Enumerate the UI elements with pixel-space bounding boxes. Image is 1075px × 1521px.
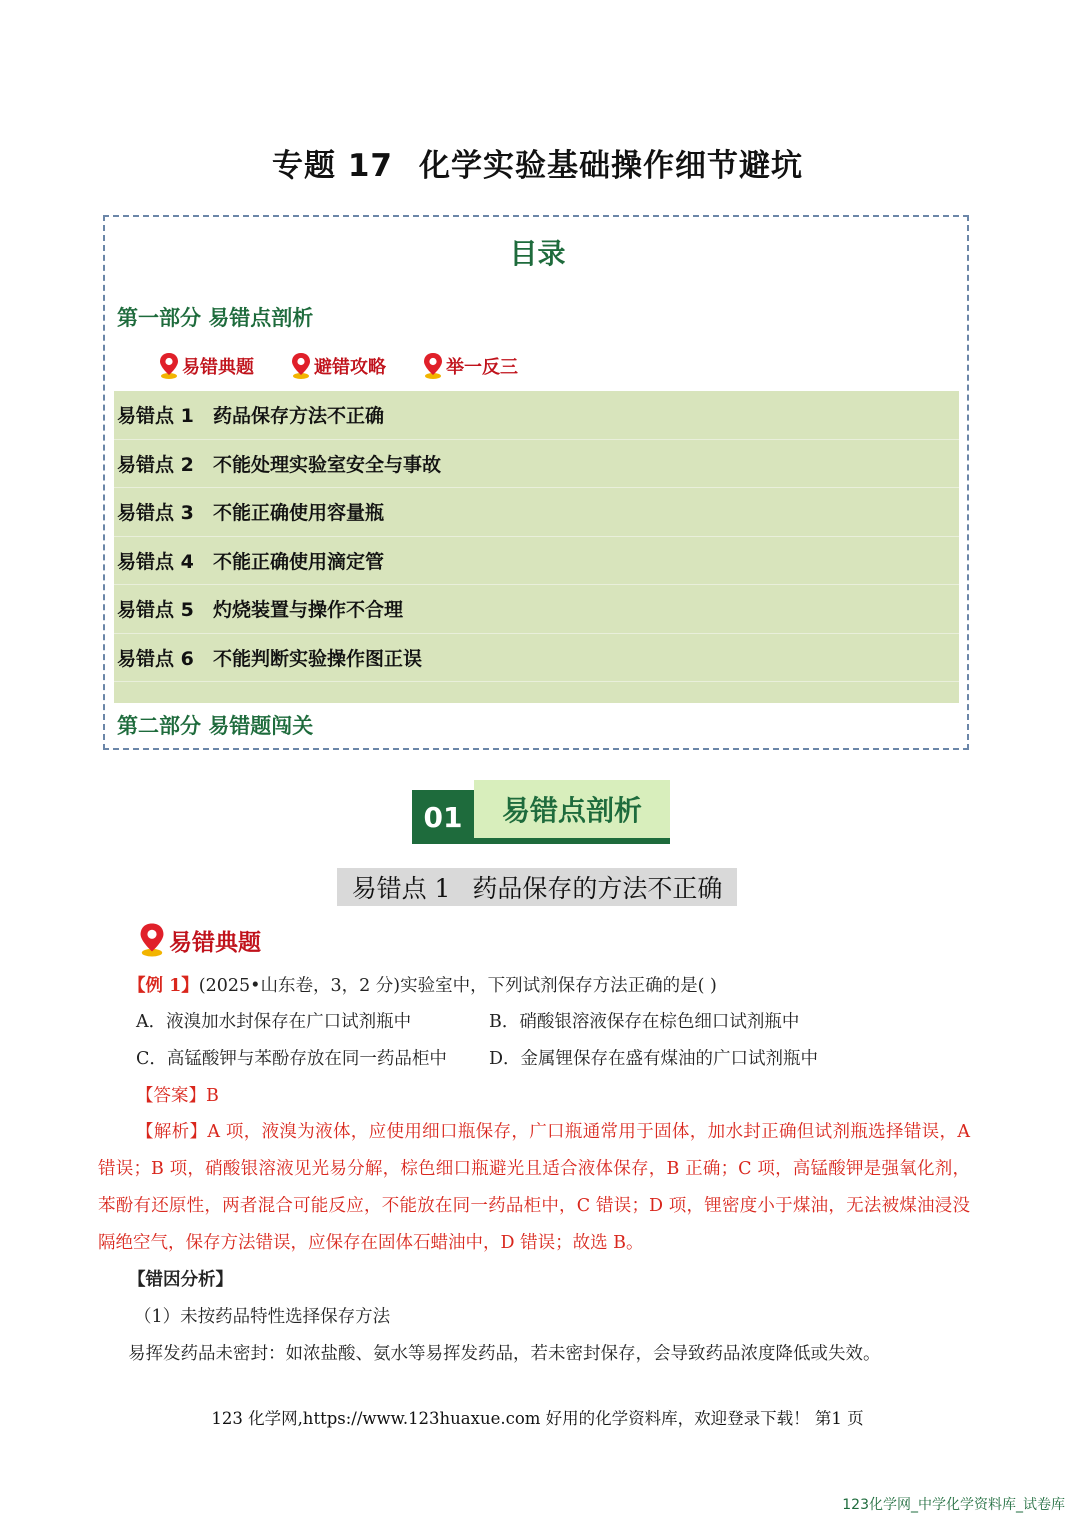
- toc-item-num: 易错点 5: [117, 599, 194, 622]
- toc-item[interactable]: [114, 537, 959, 586]
- tag-label: 举一反三: [446, 357, 518, 378]
- toc-item[interactable]: [114, 585, 959, 634]
- toc-tag-typical[interactable]: [158, 352, 254, 380]
- section-badge-label: 易错点剖析: [474, 780, 670, 844]
- point-title-text: 药品保存的方法不正确: [472, 874, 723, 903]
- location-pin-icon: [290, 352, 312, 380]
- location-pin-icon: [138, 922, 166, 958]
- watermark: 123化学网_中学化学资料库_试卷库: [842, 1497, 1065, 1513]
- toc-item-text: 不能判断实验操作图正误: [213, 647, 423, 670]
- tag-label: 易错典题: [182, 357, 254, 378]
- toc-item-text: 灼烧装置与操作不合理: [213, 599, 404, 622]
- toc-tag-practice[interactable]: [422, 352, 518, 380]
- analysis-text: A 项，液溴为液体，应使用细口瓶保存，广口瓶通常用于固体，加水封正确但试剂瓶选择错误，A 错误；B 项，硝酸银溶液见光易分解，棕色细口瓶避光且适合液体保存，B 正确；C 项，高锰酸钾是强氧化剂，苯酚有还原性，两者混合可能反应，不能放在同一药品柜中，C 错误；D 项，锂密度小于煤油，无法被煤油浸没隔绝空气，保存方法错误，应保存在固体石蜡油中，D 错误；故选 B。: [98, 1122, 971, 1253]
- example-stem: [128, 968, 717, 1005]
- tag-label: 避错攻略: [314, 357, 386, 378]
- toc-item-num: 易错点 2: [117, 453, 194, 476]
- toc-item[interactable]: [114, 391, 959, 440]
- title-prefix: 专题 17: [272, 148, 393, 184]
- point-title: [337, 868, 737, 906]
- option-a: A．液溴加水封保存在广口试剂瓶中: [136, 1012, 412, 1032]
- toc-item-num: 易错点 6: [117, 647, 194, 670]
- location-pin-icon: [158, 352, 180, 380]
- answer-label: 【答案】: [136, 1086, 206, 1106]
- title-main: 化学实验基础操作细节避坑: [418, 148, 803, 184]
- option-d: D．金属锂保存在盛有煤油的广口试剂瓶中: [489, 1049, 819, 1069]
- section-badge: [412, 780, 672, 844]
- toc-item-num: 易错点 4: [117, 550, 194, 573]
- toc-item-text: 不能正确使用滴定管: [213, 550, 385, 573]
- analysis-paragraph: [98, 1114, 970, 1262]
- error-analysis-point1: （1）未按药品特性选择保存方法: [134, 1307, 391, 1327]
- toc-item[interactable]: [114, 634, 959, 683]
- sub-heading-text: 易错典题: [169, 929, 261, 956]
- toc-item-text: 不能正确使用容量瓶: [213, 502, 385, 525]
- toc-item[interactable]: [114, 488, 959, 537]
- example-stem-text: (2025•山东卷，3，2 分)实验室中，下列试剂保存方法正确的是( ): [198, 976, 717, 996]
- option-b: B．硝酸银溶液保存在棕色细口试剂瓶中: [489, 1012, 800, 1032]
- section-badge-num: 01: [412, 790, 474, 844]
- toc-item-num: 易错点 1: [117, 405, 194, 428]
- location-pin-icon: [422, 352, 444, 380]
- toc-list: [114, 391, 959, 703]
- point-title-num: 易错点 1: [351, 874, 451, 903]
- answer: [136, 1078, 219, 1115]
- analysis-label: 【解析】: [136, 1122, 208, 1142]
- toc-tag-strategy[interactable]: [290, 352, 386, 380]
- toc-heading: 目录: [509, 237, 566, 270]
- toc-item[interactable]: [114, 440, 959, 489]
- toc-tag-row: [158, 352, 518, 380]
- option-c: C．高锰酸钾与苯酚存放在同一药品柜中: [136, 1049, 447, 1069]
- error-analysis-label: 【错因分析】: [128, 1270, 233, 1290]
- answer-value: B: [206, 1086, 219, 1106]
- toc-part2[interactable]: 第二部分 易错题闯关: [117, 714, 314, 738]
- page-footer: 123 化学网,https://www.123huaxue.com 好用的化学资料库，欢迎登录下载！ 第1 页: [211, 1409, 864, 1428]
- toc-item-text: 药品保存方法不正确: [213, 405, 385, 428]
- sub-heading: [138, 922, 261, 958]
- toc-part1[interactable]: 第一部分 易错点剖析: [117, 306, 314, 330]
- example-label: 【例 1】: [128, 976, 199, 996]
- error-analysis-detail1: 易挥发药品未密封：如浓盐酸、氨水等易挥发药品，若未密封保存，会导致药品浓度降低或失效。: [128, 1344, 881, 1364]
- page-title: [0, 140, 1075, 185]
- toc-item-text: 不能处理实验室安全与事故: [213, 453, 442, 476]
- toc-item-num: 易错点 3: [117, 502, 194, 525]
